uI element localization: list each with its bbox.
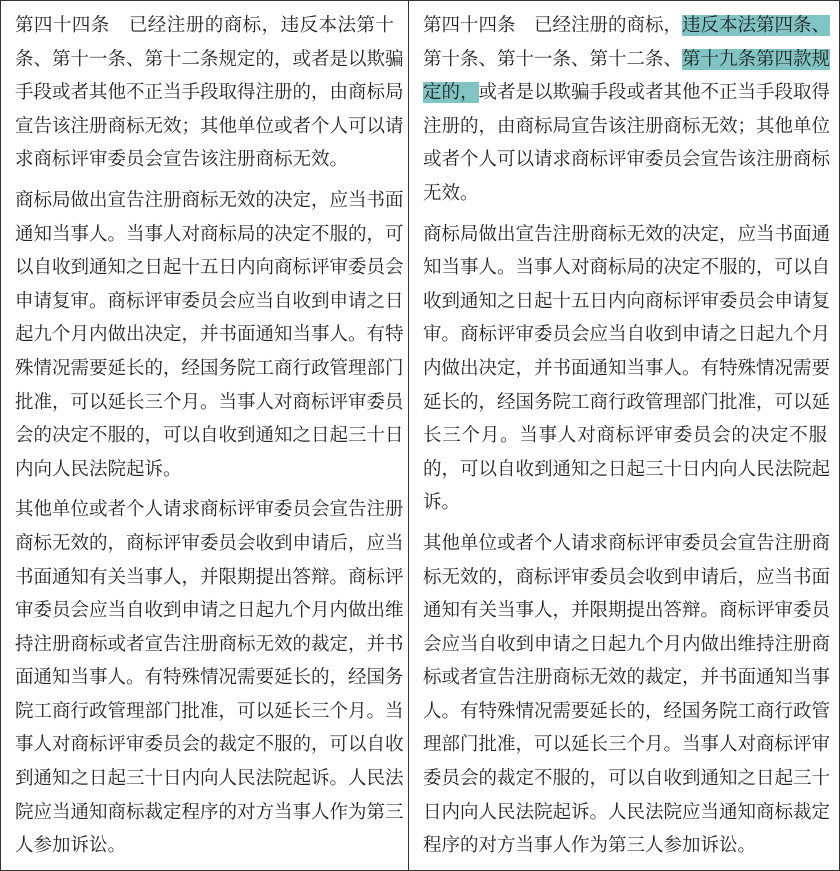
text-segment: 第四十四条 已经注册的商标， bbox=[423, 15, 683, 36]
text-segment: 其他单位或者个人请求商标评审委员会宣告注册商 bbox=[423, 532, 831, 554]
text-line bbox=[423, 728, 831, 762]
text-segment: 审。商标评审委员会应当自收到申请之日起九个月 bbox=[423, 324, 831, 346]
text-line bbox=[423, 76, 831, 110]
text-line bbox=[15, 352, 404, 386]
text-segment: 无效。 bbox=[423, 182, 479, 204]
text-segment: 理部门批准，可以延长三个月。当事人对商标评审 bbox=[423, 734, 831, 756]
text-segment: 程序的对方当事人作为第三人参加诉讼。 bbox=[423, 835, 757, 857]
revised-text-column bbox=[409, 1, 839, 870]
original-text-column bbox=[1, 1, 409, 870]
text-line bbox=[15, 527, 404, 561]
text-line bbox=[423, 796, 831, 830]
text-line bbox=[423, 386, 831, 420]
text-segment: 委员会的裁定不服的，可以自收到通知之日起三十 bbox=[423, 768, 831, 790]
text-segment: 会的决定不服的，可以自收到通知之日起三十日 bbox=[15, 425, 404, 447]
text-segment: 事人对商标评审委员会的裁定不服的，可以自收 bbox=[15, 734, 404, 756]
text-line bbox=[15, 9, 394, 43]
text-line bbox=[15, 695, 404, 729]
article-paragraph bbox=[423, 218, 831, 520]
text-line bbox=[423, 527, 831, 561]
text-segment: 起九个月内做出决定，并书面通知当事人。有特 bbox=[15, 324, 404, 346]
text-segment: 批准，可以延长三个月。当事人对商标评审委员 bbox=[15, 391, 404, 413]
text-line bbox=[15, 184, 404, 218]
text-line bbox=[15, 143, 394, 177]
text-segment: 审委员会应当自收到申请之日起九个月内做出维 bbox=[15, 600, 404, 622]
text-segment: 标或者宣告注册商标无效的裁定，并书面通知当事 bbox=[423, 667, 831, 689]
text-line bbox=[15, 796, 404, 830]
text-line bbox=[15, 561, 404, 595]
text-line bbox=[423, 486, 827, 520]
text-line bbox=[423, 143, 831, 177]
text-segment: 通知有关当事人，并限期提出答辩。商标评审委员 bbox=[423, 600, 831, 622]
text-segment: 第四十四条 已经注册的商标，违反本法第十 bbox=[15, 15, 394, 36]
article-paragraph bbox=[423, 527, 831, 863]
text-line bbox=[15, 829, 394, 863]
highlighted-change: 定的， bbox=[423, 82, 479, 104]
text-line bbox=[423, 829, 827, 863]
text-line bbox=[423, 9, 831, 43]
text-line bbox=[15, 453, 394, 487]
text-segment: 条、第十一条、第十二条规定的，或者是以欺骗 bbox=[15, 48, 404, 70]
text-segment: 到通知之日起三十日内向人民法院起诉。人民法 bbox=[15, 768, 404, 790]
text-line bbox=[15, 218, 404, 252]
text-line bbox=[15, 285, 404, 319]
article-paragraph bbox=[15, 9, 404, 177]
text-line bbox=[15, 762, 404, 796]
text-segment: 殊情况需要延长的，经国务院工商行政管理部门 bbox=[15, 357, 404, 379]
text-segment: 持注册商标或者宣告注册商标无效的裁定，并书 bbox=[15, 633, 404, 655]
text-line bbox=[423, 177, 827, 211]
text-segment: 院应当通知商标裁定程序的对方当事人作为第三 bbox=[15, 801, 404, 823]
text-segment: 其他单位或者个人请求商标评审委员会宣告注册 bbox=[15, 499, 404, 521]
text-line bbox=[423, 218, 831, 252]
text-segment: 以自收到通知之日起十五日内向商标评审委员会 bbox=[15, 257, 404, 279]
text-segment: 或者是以欺骗手段或者其他不正当手段取得 bbox=[478, 82, 831, 104]
text-line bbox=[423, 695, 831, 729]
text-segment: 商标局做出宣告注册商标无效的决定，应当书面 bbox=[15, 189, 404, 211]
text-segment: 第十条、第十一条、第十二条、 bbox=[423, 48, 683, 70]
text-segment: 知当事人。当事人对商标局的决定不服的，可以自 bbox=[423, 257, 831, 279]
text-line bbox=[423, 561, 831, 595]
text-line bbox=[423, 43, 831, 77]
text-segment: 内做出决定，并书面通知当事人。有特殊情况需要 bbox=[423, 357, 831, 379]
text-line bbox=[423, 762, 831, 796]
text-segment: 注册的，由商标局宣告该注册商标无效；其他单位 bbox=[423, 115, 831, 137]
text-line bbox=[423, 628, 831, 662]
text-segment: 收到通知之日起十五日内向商标评审委员会申请复 bbox=[423, 290, 831, 312]
highlighted-change: 违反本法第四条、 bbox=[682, 15, 831, 36]
text-line bbox=[423, 352, 831, 386]
text-segment: 的，可以自收到通知之日起三十日内向人民法院起 bbox=[423, 458, 831, 480]
highlighted-change: 第十九条第四款规 bbox=[682, 48, 831, 70]
text-segment: 通知当事人。当事人对商标局的决定不服的，可 bbox=[15, 223, 404, 245]
text-segment: 标无效的，商标评审委员会收到申请后，应当书面 bbox=[423, 566, 831, 588]
text-segment: 宣告该注册商标无效；其他单位或者个人可以请 bbox=[15, 115, 404, 137]
text-line bbox=[15, 419, 404, 453]
text-segment: 延长的，经国务院工商行政管理部门批准，可以延 bbox=[423, 391, 831, 413]
text-line bbox=[15, 661, 404, 695]
text-line bbox=[15, 386, 404, 420]
text-line bbox=[15, 318, 404, 352]
text-segment: 或者个人可以请求商标评审委员会宣告该注册商标 bbox=[423, 149, 831, 171]
text-segment: 求商标评审委员会宣告该注册商标无效。 bbox=[15, 149, 349, 171]
text-segment: 申请复审。商标评审委员会应当自收到申请之日 bbox=[15, 290, 404, 312]
text-segment: 长三个月。当事人对商标评审委员会的决定不服 bbox=[423, 425, 827, 447]
text-line bbox=[423, 661, 831, 695]
text-line bbox=[423, 453, 831, 487]
text-line bbox=[15, 43, 404, 77]
text-line bbox=[15, 728, 404, 762]
text-segment: 书面通知有关当事人，并限期提出答辩。商标评 bbox=[15, 566, 404, 588]
text-line bbox=[423, 318, 831, 352]
text-segment: 人参加诉讼。 bbox=[15, 835, 127, 857]
text-line bbox=[423, 110, 831, 144]
text-segment: 面通知当事人。有特殊情况需要延长的，经国务 bbox=[15, 667, 404, 689]
article-paragraph bbox=[15, 184, 404, 486]
text-segment: 商标局做出宣告注册商标无效的决定，应当书面通 bbox=[423, 223, 831, 245]
text-segment: 手段或者其他不正当手段取得注册的，由商标局 bbox=[15, 82, 404, 104]
text-segment: 内向人民法院起诉。 bbox=[15, 458, 182, 480]
text-line bbox=[423, 251, 831, 285]
text-line bbox=[423, 419, 827, 453]
article-paragraph bbox=[15, 493, 404, 863]
text-line bbox=[423, 594, 831, 628]
text-line bbox=[15, 628, 404, 662]
text-line bbox=[423, 285, 831, 319]
text-line bbox=[15, 76, 404, 110]
text-line bbox=[15, 251, 404, 285]
text-line bbox=[15, 493, 404, 527]
text-line bbox=[15, 110, 404, 144]
text-segment: 日内向人民法院起诉。人民法院应当通知商标裁定 bbox=[423, 801, 831, 823]
text-line bbox=[15, 594, 404, 628]
text-segment: 诉。 bbox=[423, 492, 461, 514]
text-segment: 人。有特殊情况需要延长的，经国务院工商行政管 bbox=[423, 700, 831, 722]
article-paragraph bbox=[423, 9, 831, 211]
text-segment: 商标无效的，商标评审委员会收到申请后，应当 bbox=[15, 532, 404, 554]
text-segment: 院工商行政管理部门批准，可以延长三个月。当 bbox=[15, 700, 404, 722]
text-segment: 会应当自收到申请之日起九个月内做出维持注册商 bbox=[423, 633, 831, 655]
